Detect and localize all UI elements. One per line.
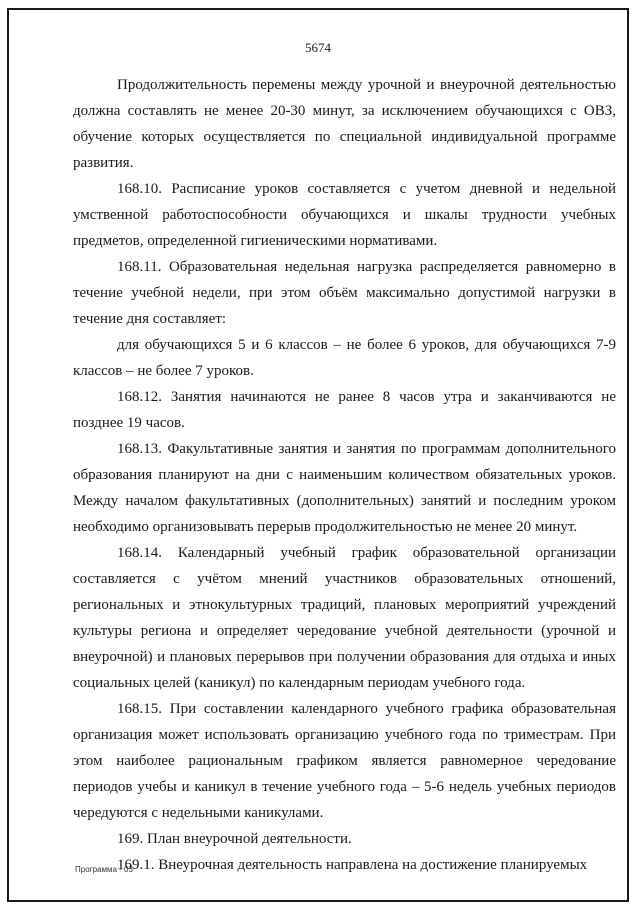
document-page bbox=[7, 8, 629, 902]
paragraph-168-13: 168.13. Факультативные занятия и занятия по программам дополнительного образования планируют на дни с наименьшим количеством обязательных уроков. Между началом факультативных (дополнительных) занятий и последним уроком необходимо организовывать перерыв продолжительностью не менее 20 минут. bbox=[73, 441, 616, 535]
document-body bbox=[73, 72, 616, 878]
paragraph-168-10: 168.10. Расписание уроков составляется с учетом дневной и недельной умственной работоспособности обучающихся и шкалы трудности учебных предметов, определенной гигиеническими нормативами. bbox=[73, 181, 616, 249]
page-footer: Программа - 03 bbox=[75, 865, 133, 874]
paragraph-168-14: 168.14. Календарный учебный график образовательной организации составляется с учётом мнений участников образовательных отношений, региональных и этнокультурных традиций, плановых мероприятий учреждений культуры региона и определяет чередование учебной деятельности (урочной и внеурочной) и плановых перерывов при получении образования для отдыха и иных социальных целей (каникул) по календарным периодам учебного года. bbox=[73, 545, 616, 691]
paragraph-break-duration: Продолжительность перемены между урочной и внеурочной деятельностью должна составлять не менее 20-30 минут, за исключением обучающихся с ОВЗ, обучение которых осуществляется по специальной индивидуальной программе развития. bbox=[73, 77, 616, 171]
paragraph-lesson-limits: для обучающихся 5 и 6 классов – не более 6 уроков, для обучающихся 7-9 классов – не более 7 уроков. bbox=[73, 337, 616, 379]
paragraph-168-11: 168.11. Образовательная недельная нагрузка распределяется равномерно в течение учебной недели, при этом объём максимально допустимой нагрузки в течение дня составляет: bbox=[73, 259, 616, 327]
paragraph-168-12: 168.12. Занятия начинаются не ранее 8 часов утра и заканчиваются не позднее 19 часов. bbox=[73, 389, 616, 431]
paragraph-169: 169. План внеурочной деятельности. bbox=[117, 831, 352, 847]
paragraph-169-1: 169.1. Внеурочная деятельность направлена на достижение планируемых bbox=[117, 857, 588, 873]
paragraph-168-15: 168.15. При составлении календарного учебного графика образовательная организация может использовать организацию учебного года по триместрам. При этом наиболее рациональным графиком является равномерное чередование периодов учебы и каникул в течение учебного года – 5-6 недель учебных периодов чередуются с недельными каникулами. bbox=[73, 701, 616, 821]
page-number: 5674 bbox=[305, 40, 331, 55]
